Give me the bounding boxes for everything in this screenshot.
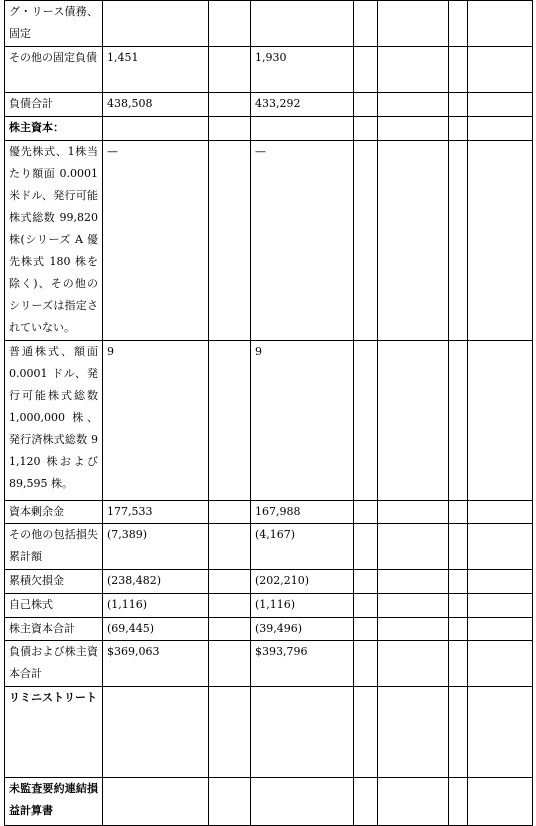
empty-cell	[209, 524, 251, 570]
empty-cell	[209, 141, 251, 341]
empty-cell	[449, 1, 468, 47]
empty-cell	[468, 47, 533, 93]
row-label: 優先株式、1株当たり額面 0.0001 米ドル、発行可能株式総数 99,820 株(シリーズ A 優先株式 180 株を除く)、その他のシリーズは指定されていない。	[5, 141, 103, 341]
table-row	[5, 341, 533, 501]
empty-cell	[354, 594, 378, 618]
empty-cell	[468, 618, 533, 641]
empty-cell	[378, 618, 449, 641]
empty-cell	[354, 524, 378, 570]
current-period-value: $369,063	[103, 641, 209, 687]
empty-cell	[449, 570, 468, 594]
prior-period-value: (202,210)	[251, 570, 354, 594]
prior-period-value: —	[251, 141, 354, 341]
empty-cell	[468, 1, 533, 47]
prior-period-value: 9	[251, 341, 354, 501]
empty-cell	[468, 341, 533, 501]
empty-cell	[209, 117, 251, 141]
empty-cell	[378, 524, 449, 570]
empty-cell	[378, 687, 449, 778]
empty-cell	[251, 117, 354, 141]
empty-cell	[468, 93, 533, 117]
current-period-value	[103, 1, 209, 47]
empty-cell	[209, 594, 251, 618]
empty-cell	[209, 47, 251, 93]
table-row	[5, 501, 533, 524]
table-row	[5, 687, 533, 778]
current-period-value: (7,389)	[103, 524, 209, 570]
empty-cell	[209, 641, 251, 687]
current-period-value: 9	[103, 341, 209, 501]
empty-cell	[449, 501, 468, 524]
empty-cell	[354, 570, 378, 594]
row-label: その他の包括損失累計額	[5, 524, 103, 570]
empty-cell	[354, 1, 378, 47]
current-period-value: 438,508	[103, 93, 209, 117]
empty-cell	[468, 778, 533, 826]
prior-period-value: 167,988	[251, 501, 354, 524]
empty-cell	[354, 618, 378, 641]
current-period-value: (69,445)	[103, 618, 209, 641]
empty-cell	[378, 570, 449, 594]
balance-sheet-table	[4, 0, 533, 826]
empty-cell	[354, 141, 378, 341]
empty-cell	[468, 524, 533, 570]
prior-period-value	[251, 1, 354, 47]
empty-cell	[449, 641, 468, 687]
row-label: 自己株式	[5, 594, 103, 618]
empty-cell	[209, 501, 251, 524]
empty-cell	[468, 594, 533, 618]
empty-cell	[378, 47, 449, 93]
empty-cell	[209, 618, 251, 641]
section-heading-shareholders-equity: 株主資本：	[5, 117, 103, 141]
table-row	[5, 524, 533, 570]
row-label: 資本剰余金	[5, 501, 103, 524]
empty-cell	[354, 501, 378, 524]
table-row	[5, 594, 533, 618]
current-period-value: (238,482)	[103, 570, 209, 594]
row-label: 負債および株主資本合計	[5, 641, 103, 687]
empty-cell	[449, 618, 468, 641]
empty-cell	[378, 117, 449, 141]
row-label: 累積欠損金	[5, 570, 103, 594]
table-row	[5, 47, 533, 93]
table-row	[5, 570, 533, 594]
table-row	[5, 641, 533, 687]
empty-cell	[354, 117, 378, 141]
current-period-value: —	[103, 141, 209, 341]
empty-cell	[354, 93, 378, 117]
empty-cell	[468, 117, 533, 141]
empty-cell	[378, 141, 449, 341]
current-period-value: 1,451	[103, 47, 209, 93]
prior-period-value: 1,930	[251, 47, 354, 93]
empty-cell	[449, 778, 468, 826]
row-label: 普通株式、額面 0.0001 ドル、発行可能株式総数 1,000,000 株、発行済株式総数 91,120 株および 89,595 株。	[5, 341, 103, 501]
empty-cell	[209, 778, 251, 826]
empty-cell	[449, 117, 468, 141]
prior-period-value: (39,496)	[251, 618, 354, 641]
empty-cell	[354, 641, 378, 687]
empty-cell	[209, 341, 251, 501]
section-heading-income-statement: 未監査要約連結損益計算書	[5, 778, 103, 826]
empty-cell	[378, 341, 449, 501]
empty-cell	[209, 93, 251, 117]
empty-cell	[378, 501, 449, 524]
table-row	[5, 1, 533, 47]
current-period-value: (1,116)	[103, 594, 209, 618]
empty-cell	[468, 687, 533, 778]
empty-cell	[103, 687, 209, 778]
empty-cell	[378, 93, 449, 117]
section-heading-company: リミニストリート	[5, 687, 103, 778]
row-label: その他の固定負債	[5, 47, 103, 93]
empty-cell	[209, 570, 251, 594]
empty-cell	[449, 141, 468, 341]
empty-cell	[354, 47, 378, 93]
empty-cell	[468, 570, 533, 594]
empty-cell	[378, 1, 449, 47]
empty-cell	[449, 594, 468, 618]
prior-period-value: 433,292	[251, 93, 354, 117]
empty-cell	[449, 687, 468, 778]
table-row	[5, 117, 533, 141]
empty-cell	[378, 778, 449, 826]
table-row	[5, 778, 533, 826]
empty-cell	[103, 778, 209, 826]
row-label: 負債合計	[5, 93, 103, 117]
row-label: 株主資本合計	[5, 618, 103, 641]
empty-cell	[449, 341, 468, 501]
empty-cell	[209, 687, 251, 778]
empty-cell	[251, 778, 354, 826]
empty-cell	[449, 93, 468, 117]
empty-cell	[378, 641, 449, 687]
empty-cell	[378, 594, 449, 618]
current-period-value: 177,533	[103, 501, 209, 524]
empty-cell	[103, 117, 209, 141]
empty-cell	[354, 341, 378, 501]
prior-period-value: (4,167)	[251, 524, 354, 570]
empty-cell	[354, 687, 378, 778]
prior-period-value: $393,796	[251, 641, 354, 687]
empty-cell	[354, 778, 378, 826]
empty-cell	[468, 501, 533, 524]
table-row	[5, 141, 533, 341]
empty-cell	[468, 141, 533, 341]
table-row	[5, 618, 533, 641]
table-row	[5, 93, 533, 117]
empty-cell	[209, 1, 251, 47]
prior-period-value: (1,116)	[251, 594, 354, 618]
row-label: グ・リース債務、固定	[5, 1, 103, 47]
empty-cell	[468, 641, 533, 687]
empty-cell	[251, 687, 354, 778]
empty-cell	[449, 524, 468, 570]
empty-cell	[449, 47, 468, 93]
